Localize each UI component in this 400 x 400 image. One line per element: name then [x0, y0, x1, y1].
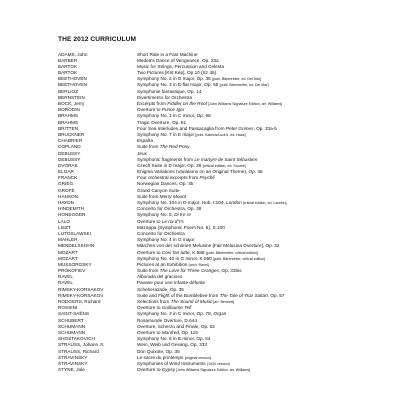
work-text: Fiddler on the Roof — [167, 101, 208, 106]
work-text: Pavane pour une infante défunte — [137, 280, 206, 286]
composer-name: ADAMS, John — [58, 51, 88, 57]
composer-name: STRAVINSKY — [58, 360, 88, 366]
composer-name: BORODIN — [58, 107, 80, 113]
composer-name: RAVEL — [58, 280, 74, 286]
work-text: Four Sea Interludes and Passacaglia from — [137, 125, 226, 131]
work-text: Organ — [213, 311, 227, 317]
composer-name: MOZART — [58, 249, 78, 255]
composer-name: BARTOK — [58, 70, 78, 76]
composer-name: MAHLER — [58, 237, 78, 243]
work-text: Märchen von der schönen Melusine [Fair Melusina Overture], Op. 32 — [137, 243, 280, 249]
work-text: Selections from — [137, 299, 171, 304]
composer-name: RIMSKY-KORSAKOV — [58, 292, 104, 298]
work-text: Suite from — [137, 268, 160, 274]
work-text: Symphony No. 5, — [137, 212, 175, 218]
composer-name: STRAUSS, Richard — [58, 348, 99, 354]
composer-name: HANSON — [58, 193, 79, 199]
work-text: , K.588 — [189, 249, 206, 255]
edition-note: [arr. Bennett] — [212, 300, 234, 304]
work-text: Enigma Variations (Variations on an Original Theme), Op. 36 — [137, 169, 263, 175]
work-text: London — [226, 200, 242, 205]
edition-note: [publ. Bärenreiter, critical edition] — [205, 250, 258, 255]
work-text: Le martyre de Saint Sébastien — [194, 156, 258, 162]
edition-note: [critical edition, ed. Landon] — [241, 201, 287, 205]
composer-name: SCHUMANN — [58, 323, 86, 329]
work-text: Jeux — [137, 150, 147, 156]
work-text: Overture to — [137, 329, 162, 335]
edition-note: [publ. Bärenreiter, ed. Del Mar] — [219, 83, 269, 88]
work-text: Symphonies of Wind Instruments — [137, 360, 208, 366]
work-text: Symphony No. 1 in C minor, Op. 68 — [137, 113, 211, 119]
composer-name: MOZART — [58, 255, 78, 261]
work-text: Symphony No. 4 in G major — [137, 237, 195, 243]
composer-name: ROSSINI — [58, 305, 78, 311]
work-text: Overture to — [137, 249, 162, 255]
work-text: Scheherazade, Op. 35 — [137, 286, 184, 292]
work-text: Pictures at an Exhibition — [137, 261, 189, 267]
work-text: Excerpts from — [137, 101, 168, 106]
work-text: Norwegian Dances, Op. 35 — [137, 181, 194, 187]
work-text: Le sacre du printemps — [137, 354, 185, 360]
work-text: , Op. 33a-b — [253, 125, 277, 131]
work-text: Overture to — [137, 107, 162, 113]
work-text: Overture to — [137, 367, 162, 373]
work-title — [137, 367, 367, 373]
composer-name: BARBER — [58, 57, 78, 63]
work-text: Grand Canyon Suite — [137, 187, 180, 193]
work-text: Don Quixote, Op. 35 — [137, 348, 180, 354]
work-text: Gypsy — [161, 367, 176, 373]
composer-name: DEBUSSY — [58, 156, 81, 162]
work-text: Divertimento for Orchestra — [137, 94, 192, 100]
work-text: Short Ride in a Fast Machine — [137, 51, 198, 57]
work-text: Wein, Weib und Gesang, Op. 333 — [137, 342, 207, 348]
composer-name: BRITTEN — [58, 125, 79, 131]
work-text: Tragic Overture, Op. 81 — [137, 119, 187, 125]
composer-name: PROKOFIEV — [58, 268, 86, 274]
composer-name: RAVEL — [58, 274, 74, 280]
composer-name: BERNSTEIN — [58, 94, 85, 100]
edition-note: [publ. Bärenreiter, ed. Del Mar] — [212, 77, 261, 82]
composer-name: LUTOSLAWSKI — [58, 230, 92, 236]
work-text: Symphony No. 7 in E major — [137, 131, 196, 137]
work-text: Suite and Flight of the Bumblebee from — [137, 292, 220, 298]
work-text: Overture to — [137, 305, 162, 311]
work-text: Symphony No. 3 in C minor, Op. 78, — [137, 311, 214, 317]
work-text: Mazeppa (Symphonic Poem No. 6), S.100 — [137, 224, 225, 230]
work-text: Peter Grimes — [225, 125, 254, 131]
work-text: Symphony No. 3 in E-flat major, Op. 55 — [137, 82, 220, 88]
work-text: Overture, Scherzo and Finale, Op. 52 — [137, 323, 215, 329]
page-title: THE 2012 CURRICULUM — [58, 36, 137, 43]
work-text: Czech Suite in D major, Op. 39 — [137, 162, 203, 168]
edition-note: [John Williams Signature Edition, arr. Williams] — [207, 102, 283, 106]
composer-name: BOCK, Jerry — [58, 101, 85, 106]
work-text: España — [137, 138, 153, 144]
composer-name: SHOSTAKOVICH — [58, 336, 95, 342]
composer-name: SCHUMANN — [58, 329, 86, 335]
composer-name: MUSSORGSKY — [58, 261, 92, 267]
edition-note: [critical edition, ed. Sourek] — [202, 163, 246, 168]
composer-name: HINDEMITH — [58, 206, 85, 212]
edition-note: [original version] — [184, 355, 211, 360]
composer-name: BARTOK — [58, 63, 78, 69]
composer-name: STYNE, Jule — [58, 367, 85, 373]
composer-name: BRUCKNER — [58, 131, 85, 137]
composer-name: HAYDN — [58, 200, 75, 205]
work-text: Suite from — [137, 144, 160, 150]
composer-name: STRAUSS, Johann Jr. — [58, 342, 105, 348]
work-text: Music for Strings, Percussion and Celesta — [137, 63, 225, 69]
composer-name: RODGERS, Richard — [58, 299, 101, 304]
composer-name: HONEGGER — [58, 212, 86, 218]
composer-name: SAINT-SAËNS — [58, 311, 89, 317]
composer-name: DVORAK — [58, 162, 78, 168]
composer-name: BRAHMS — [58, 113, 79, 119]
work-text: Symphony No. 2 in D major, Op. 36 — [137, 76, 213, 82]
work-text: The Sound of Music — [170, 299, 213, 304]
work-text: Two Pictures [Két Kép], Op.10 (Sz 46) — [137, 70, 217, 76]
work-text: Prince Igor — [161, 107, 185, 113]
work-text: , Op. 33bis — [218, 268, 242, 274]
edition-note: [publ. Bärenreiter, critical edition] — [213, 256, 266, 261]
work-text: Manfred — [161, 329, 179, 335]
work-text: Symphonic fragments from — [137, 156, 195, 162]
work-text: The Red Pony — [159, 144, 190, 150]
work-text: Four orchestral excerpts from — [137, 175, 200, 181]
work-text: Overture to — [137, 218, 162, 224]
composer-name: GROFÉ — [58, 187, 75, 193]
composer-name: BEETHOVEN — [58, 82, 87, 88]
work-text: The Love for Three Oranges — [159, 268, 219, 274]
work-text: Concerto for Orchestra — [137, 230, 185, 236]
work-text: Le roi d'Ys — [161, 218, 184, 224]
work-text: Alborada del gracioso — [137, 274, 183, 280]
work-text: Guillaume Tell — [161, 305, 192, 311]
edition-note: [publ. Kalmus/Luck's, ed. Haas] — [195, 132, 246, 137]
work-text: Suite from — [137, 193, 160, 199]
work-text: Rosamunde Overture, D.644 — [137, 317, 197, 323]
work-text: Concerto for Orchestra, Op. 38 — [137, 206, 202, 212]
work-text: Merry Mount — [159, 193, 186, 199]
work-text: Di tre re — [174, 212, 191, 218]
composer-name: FRANCK — [58, 175, 78, 181]
composer-name: GRIEG — [58, 181, 74, 187]
work-text: Symphonie fantastique, Op. 14 — [137, 88, 202, 94]
composer-name: RIMSKY-KORSAKOV — [58, 286, 104, 292]
composer-name: STRAVINSKY — [58, 354, 88, 360]
work-text: Medea's Dance of Vengeance, Op. 23a — [137, 57, 219, 63]
edition-note: [1920 version] — [207, 361, 230, 366]
composer-name: COPLAND — [58, 144, 81, 150]
composer-name: CHABRIER — [58, 138, 83, 144]
composer-name: MENDELSSOHN — [58, 243, 95, 249]
work-text: The Tale of Tsar Saltan — [219, 292, 268, 298]
composer-name: SCHUBERT — [58, 317, 84, 323]
composer-name: BERLIOZ — [58, 88, 79, 94]
composer-name: LALO — [58, 218, 70, 224]
curriculum-list — [58, 52, 358, 374]
work-text: Così fan tutte — [161, 249, 190, 255]
composer-name: DEBUSSY — [58, 150, 81, 156]
work-text: Symphony No. 104 in D major, Hob. I:104, — [137, 200, 227, 205]
list-item — [58, 367, 358, 373]
work-text: Symphony No. 40 in G minor, K.550 — [137, 255, 214, 261]
work-text: , Op. 115 — [178, 329, 198, 335]
edition-note: [John Williams Signature Edition, arr. Williams] — [175, 368, 251, 373]
work-text: , Op. 57 — [267, 292, 285, 298]
work-text: Symphony No. 6 in B minor, Op. 54 — [137, 336, 211, 342]
edition-note: [orch. Ravel] — [188, 262, 209, 267]
composer-name: BRAHMS — [58, 119, 79, 125]
composer-name: ELGAR — [58, 169, 74, 175]
composer-name: LISZT — [58, 224, 71, 230]
composer-name: BEETHOVEN — [58, 76, 87, 82]
work-text: Psyché — [199, 175, 215, 181]
